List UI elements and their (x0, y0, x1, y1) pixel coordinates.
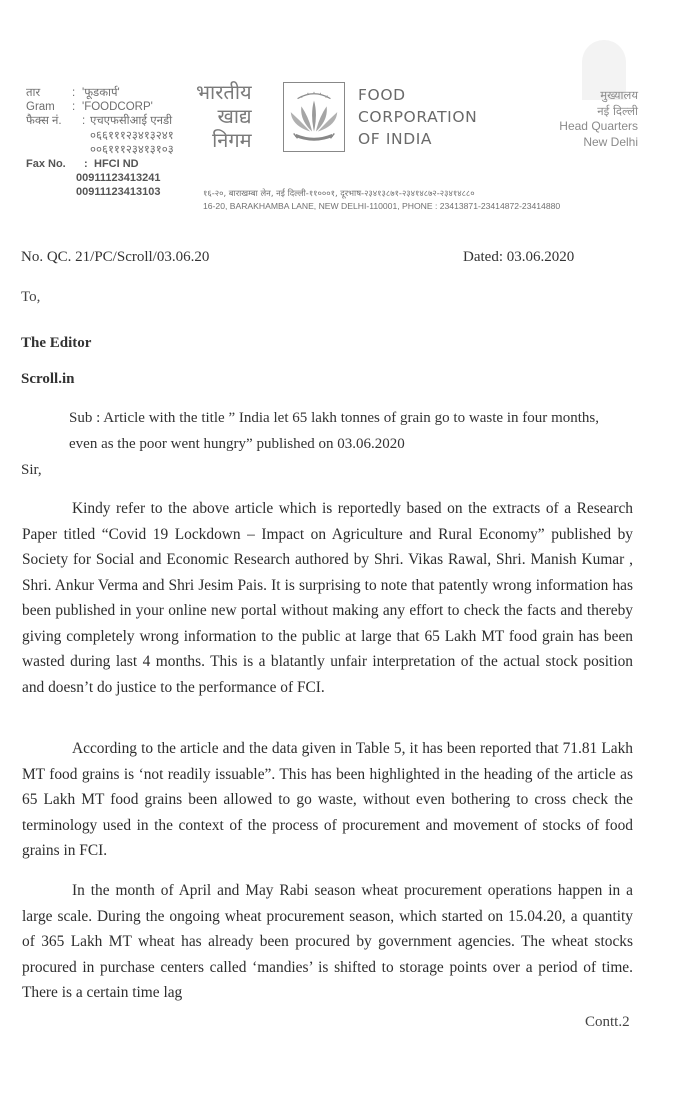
colon: : (84, 158, 88, 171)
gram-row (26, 100, 174, 114)
contact-label: तार (26, 87, 41, 99)
contact-value: 'FOODCORP' (82, 101, 153, 114)
addressee-line: The Editor (21, 335, 92, 351)
paragraph-text: According to the article and the data given in Table 5, it has been reported that 71.81 Lakh MT food grains is ‘not readily issuable”. This has been highlighted in the heading of the article as 65 Lakh MT food grains been allowed to go waste, without even bothering to cross check the terminology used in the context of the process of procurement and movement of stocks of food grains in FCI. (22, 740, 633, 859)
subject-line: Sub : Article with the title ” India let 65 lakh tonnes of grain go to waste in four months, even as the poor went hungry” published on 03.06.2020 (69, 410, 599, 452)
hq-hindi-line: नई दिल्ली (597, 103, 638, 118)
org-name-english-line: FOOD (358, 86, 406, 104)
fax-number: 00911123413241 (76, 172, 161, 185)
addressee (21, 325, 91, 397)
continuation-note: Contt.2 (585, 1014, 630, 1030)
reference-number: No. QC. 21/PC/Scroll/03.06.20 (21, 249, 210, 265)
body-paragraph (22, 878, 633, 1006)
org-name-hindi (196, 80, 252, 152)
salutation: Sir, (21, 462, 42, 478)
colon: : (72, 101, 76, 114)
org-name-english-line: OF INDIA (358, 130, 433, 148)
telegram-hindi-row (26, 86, 174, 100)
org-name-hindi-line: भारतीय (196, 80, 252, 104)
contact-label: फैक्स नं. (26, 115, 62, 128)
letterhead-address (203, 187, 560, 213)
addressee-line: Scroll.in (21, 371, 75, 387)
fax-number: 00911123413103 (76, 186, 161, 199)
body-paragraph (22, 736, 633, 864)
fax-code: HFCI ND (94, 158, 139, 171)
fax-label: Fax No. (26, 158, 66, 171)
hq-english-line: New Delhi (583, 134, 638, 149)
fci-logo (283, 82, 345, 152)
wheat-emblem-icon (284, 83, 344, 151)
colon: : (72, 87, 76, 99)
hq-english-line: Head Quarters (559, 119, 638, 133)
letter-date: Dated: 03.06.2020 (463, 249, 575, 265)
org-name-english-line: CORPORATION (358, 108, 478, 126)
address-hindi: १६-२०, बाराखम्बा लेन, नई दिल्ली-११०००१, दूरभाष-२३४१३८७१-२३४१४८७२-२३४१४८८० (203, 188, 475, 198)
fax-hindi-row (26, 114, 174, 128)
colon: : (82, 115, 86, 128)
org-name-hindi-line: निगम (212, 128, 252, 152)
org-name-hindi-line: खाद्य (217, 104, 252, 128)
fax-row (26, 157, 174, 171)
body-paragraph (22, 496, 633, 700)
contact-value: 'फूडकार्प' (82, 87, 120, 99)
hindi-fax-number: ००६१११२३४१३१०३ (90, 143, 174, 156)
address-english: 16-20, BARAKHAMBA LANE, NEW DELHI-110001, PHONE : 23413871-23414872-23414880 (203, 201, 561, 211)
to-line: To, (21, 289, 41, 305)
contact-value: एचएफसीआई एनडी (90, 115, 173, 128)
hindi-fax-number: ०६६१११२३४१३२४१ (90, 129, 174, 142)
contact-label: Gram (26, 101, 55, 114)
paragraph-text: Kindy refer to the above article which is reportedly based on the extracts of a Research Paper titled “Covid 19 Lockdown – Impact on Agriculture and Rural Economy” published by Society for Social and Economic Research authored by Shri. Vikas Rawal, Shri. Manish Kumar , Shri. Ankur Verma and Shri Jesim Pais. It is surprising to note that patently wrong information has been published in your online new portal without making any effort to check the facts and thereby giving completely wrong information to the public at large that 65 Lakh MT food grain has been wasted during last 4 months. This is a blatantly unfair interpretation of the actual stock position and doesn’t do justice to the performance of FCI. (22, 500, 633, 696)
head-quarters (559, 88, 638, 150)
letterhead-contacts (26, 86, 174, 199)
paragraph-text: In the month of April and May Rabi season wheat procurement operations happen in a large scale. During the ongoing wheat procurement season, which started on 15.04.20, a quantity of 365 Lakh MT wheat has already been procured by government agencies. The wheat stocks procured in purchase centers called ‘mandies’ is shifted to storage points over a period of time. There is a certain time lag (22, 882, 633, 1001)
org-name-english (358, 84, 477, 150)
hq-hindi-line: मुख्यालय (600, 88, 638, 102)
